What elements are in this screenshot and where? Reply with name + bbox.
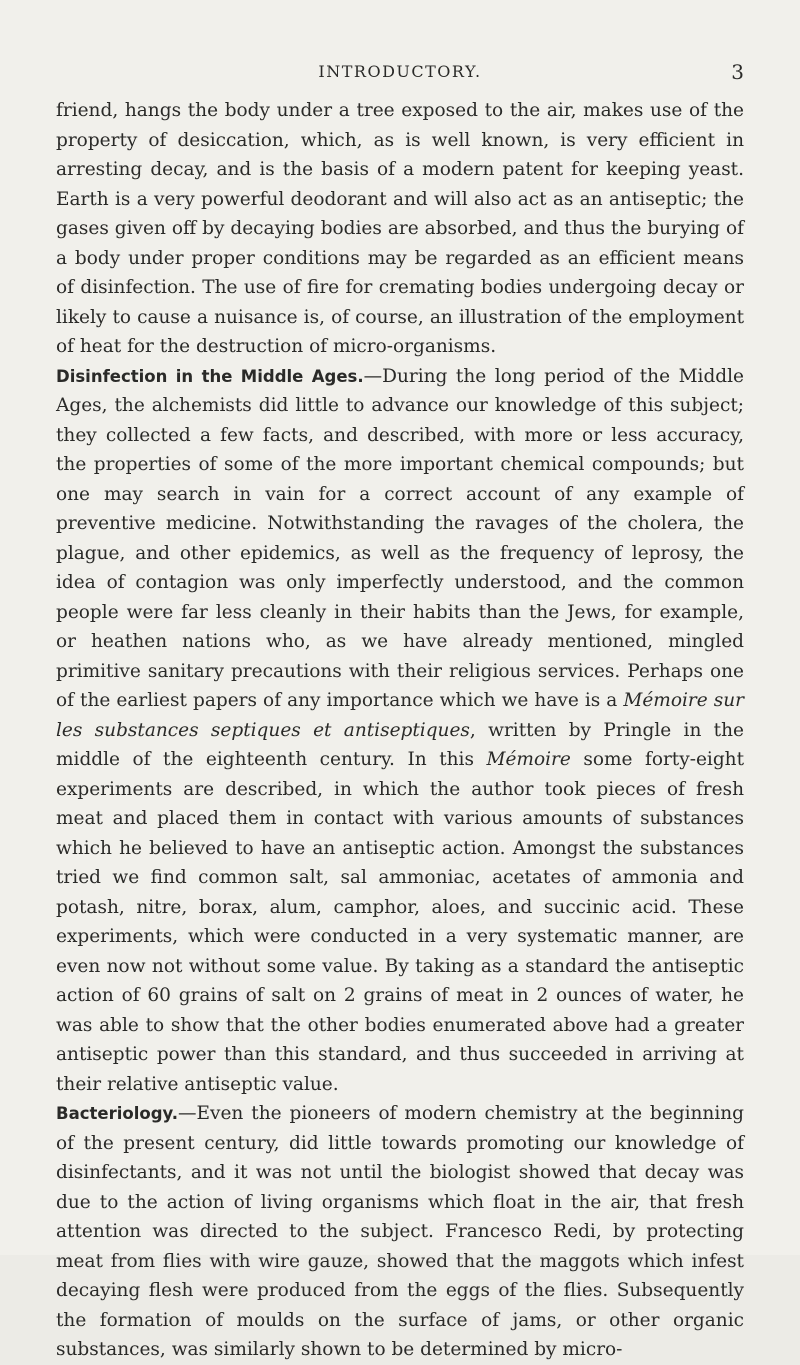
section-heading-middle-ages: Disinfection in the Middle Ages. xyxy=(56,366,364,386)
paragraph-desiccation: friend, hangs the body under a tree exposed to the air, makes use of the property of desiccation, which, as is well known, is very efficient in arresting decay, and is the basis of a modern patent for keeping yeast. Earth is a very powerful deodorant and will also act as an antiseptic; the gases given off by decaying bodies are absorbed, and thus the burying of a body under proper conditions may be regarded as an efficient means of disinfection. The use of fire for cremating bodies undergoing decay or likely to cause a nuisance is, of course, an illustration of the employment of heat for the destruction of micro-organisms. xyxy=(56,100,744,357)
middle-ages-text-2: , written by Pringle in the middle of the eighteenth century. In this xyxy=(56,719,744,770)
middle-ages-text-3: some forty-eight experiments are described, in which the author took pieces of fresh meat and placed them in contact with various amounts of substances which he believed to have an antiseptic action. Amongst the substances tried we find common salt, sal ammoniac, acetates of ammonia and potash, nitre, borax, alum, camphor, aloes, and succinic acid. These experiments, which were conducted in a very systematic manner, are even now not without some value. By taking as a standard the antiseptic action of 60 grains of salt on 2 grains of meat in 2 ounces of water, he was able to show that the other bodies enumerated above had a greater antiseptic power than this standard, and thus succeeded in arriving at their relative antiseptic value. xyxy=(56,749,745,1095)
middle-ages-text-1: —During the long period of the Middle Ages, the alchemists did little to advance our knowledge of this subject; they collected a few facts, and described, with more or less accuracy, the properties of some of the more important chemical compounds; but one may search in vain for a correct account of any example of preventive medicine. Notwithstanding the ravages of the cholera, the plague, and other epidemics, as well as the frequency of leprosy, the idea of contagion was only imperfectly understood, and the common people were far less cleanly in their habits than the Jews, for example, or heathen nations who, as we have already mentioned, mingled primitive sanitary precautions with their religious services. Perhaps one of the earliest papers of any importance which we have is a xyxy=(56,365,744,711)
bacteriology-text: —Even the pioneers of modern chemistry at the beginning of the present century, did little towards promoting our knowledge of disinfectants, and it was not until the biologist showed that decay was due to the action of living organisms which float in the air, that fresh attention was directed to the subject. Francesco Redi, by protecting meat from flies with wire gauze, showed that the maggots which infest decaying flesh were produced from the eggs of the flies. Subsequently the formation of moulds on the surface of jams, or other organic substances, was similarly shown to be determined by micro- xyxy=(56,1103,744,1360)
section-heading-bacteriology: Bacteriology. xyxy=(56,1104,179,1123)
page-number: 3 xyxy=(731,60,744,84)
body-text xyxy=(56,96,744,1365)
memoire-title: Mémoire sur les substances septiques et antiseptiques xyxy=(56,690,744,741)
memoire-short-title: Mémoire xyxy=(486,749,571,770)
running-head xyxy=(56,62,744,90)
paragraph-bacteriology xyxy=(56,1099,744,1365)
paragraph-middle-ages xyxy=(56,362,744,1100)
running-title: INTRODUCTORY. xyxy=(318,62,482,81)
